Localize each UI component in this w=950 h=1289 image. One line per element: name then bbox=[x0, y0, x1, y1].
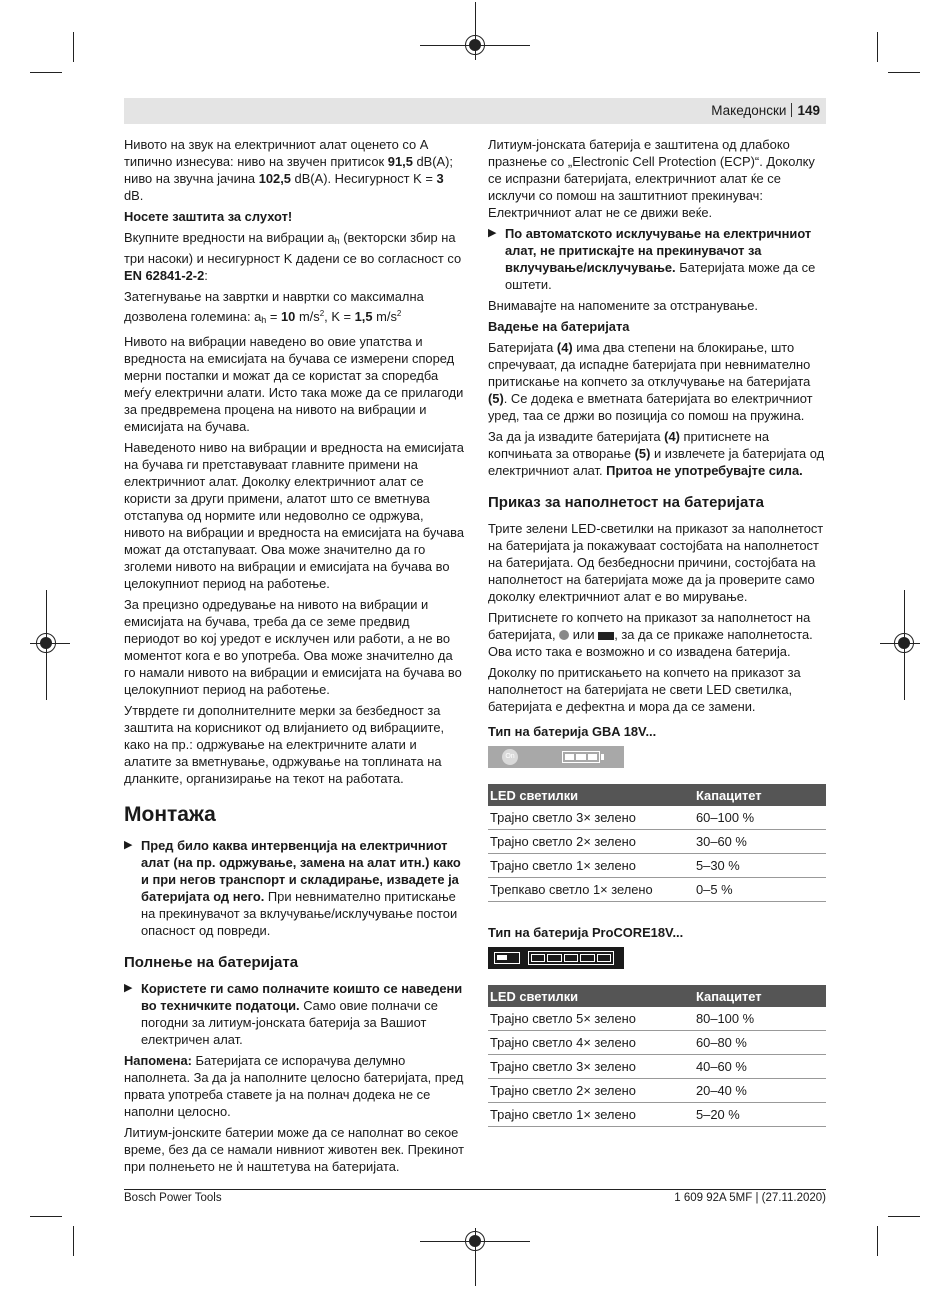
header-language: Македонски bbox=[711, 103, 787, 118]
disposal-note: Внимавајте на напомените за отстранување. bbox=[488, 298, 759, 313]
battery-type-gba-label: Тип на батерија GBA 18V... bbox=[488, 724, 657, 739]
table-row: Трајно светло 2× зелено 20–40 % bbox=[488, 1079, 826, 1103]
battery-button-icon bbox=[494, 952, 520, 964]
on-button-icon: On bbox=[502, 749, 518, 765]
battery-type-procore-label: Тип на батерија ProCORE18V... bbox=[488, 925, 684, 940]
vibration-values-paragraph: Вкупните вредности на вибрации ah (векторски збир на три насоки) и несигурност K дадени се во согласност со EN 62841-2-2: bbox=[124, 230, 462, 283]
table-header-row: LED светилки Капацитет bbox=[488, 985, 826, 1007]
led-indicator-paragraph: Трите зелени LED-светилки на приказот за наполнетост на батеријата ја покажуваат состојбата на наполнетост на батеријата. Од безбедносни причини, состојбата на наполнетост на батеријата може да ја проверите само доколку електричниот алат е во мирување. bbox=[488, 521, 824, 604]
crop-mark bbox=[73, 32, 74, 62]
table-row: Трајно светло 1× зелено 5–20 % bbox=[488, 1103, 826, 1127]
page-number: 149 bbox=[797, 103, 820, 118]
safety-measures-paragraph: Утврдете ги дополнителните мерки за безбедност за заштита на корисникот од влијанието од вибрациите, како на пр.: одржување на електричните алати и алатите за вметнување, одржување на топлината на дланките, организирање на текот на работата. bbox=[124, 703, 445, 786]
table-row: Трајно светло 2× зелено 30–60 % bbox=[488, 830, 826, 854]
battery-cells-icon bbox=[562, 751, 600, 763]
crop-mark bbox=[73, 1226, 74, 1256]
battery-removal-heading: Вадење на батеријата bbox=[488, 319, 630, 334]
footer-brand: Bosch Power Tools bbox=[124, 1192, 222, 1204]
procore-capacity-table bbox=[488, 985, 826, 1127]
bullet-arrow-icon: ▶ bbox=[124, 982, 133, 994]
page-header bbox=[711, 103, 820, 118]
table-row: Трајно светло 5× зелено 80–100 % bbox=[488, 1007, 826, 1031]
hearing-protection-heading: Носете заштита за слухот! bbox=[124, 209, 293, 224]
footer-doc-number: 1 609 92A 5MF | (27.11.2020) bbox=[674, 1192, 826, 1204]
left-column bbox=[124, 136, 466, 1179]
ecp-paragraph: Литиум-јонската батерија е заштитена од длабоко празнење со „Electronic Cell Protection (ECP)“. Доколку се испразни батеријата, електричниот алат ќе се исклучи со помош на заштитниот прекинувач: Електричниот алат не се движи веќе. bbox=[488, 137, 815, 220]
charger-warning-bullet: ▶ Користете ги само полначите коишто се наведени во техничките податоци. Само овие полначи се погодни за литиум-јонската батерија за Вашиот електричен алат. bbox=[124, 981, 463, 1047]
crop-mark bbox=[30, 1216, 62, 1217]
footer-rule bbox=[124, 1189, 826, 1190]
header-separator bbox=[791, 103, 792, 117]
registration-target-icon bbox=[36, 633, 56, 653]
right-column bbox=[488, 136, 828, 1127]
gba-battery-indicator-image bbox=[488, 746, 624, 768]
vibration-precision-paragraph: За прецизно одредување на нивото на вибрации и емисијата на бучава, треба да се земе предвид периодот во кој уредот е исклучен или работи, а не во моментот кога е во употреба. Ова може значително да го намали нивото на вибрации и емисијата на бучава во целокупниот период на работење. bbox=[124, 597, 462, 697]
gba-capacity-table bbox=[488, 784, 826, 902]
battery-terminal-icon bbox=[601, 754, 604, 760]
assembly-warning-bullet: ▶ Пред било каква интервенција на електричниот алат (на пр. одржување, замена на алат итн.) како и при негов транспорт и складирање, извадете ја батеријата од него. При невнимателно притискање на прекинувачот за вклучување/исклучување постои опасност од повреди. bbox=[124, 838, 461, 938]
defective-battery-paragraph: Доколку по притискањето на копчето на приказот за наполнетост на батеријата не свети LED светилка, батеријата е дефектна и мора да се замени. bbox=[488, 665, 801, 714]
charging-note: Напомена: Батеријата се испорачува делумно наполнета. За да ја наполните целосно батеријата, пред првата употреба ставете ја на полнач додека не се наполни целосно. bbox=[124, 1053, 464, 1119]
table-header-row: LED светилки Капацитет bbox=[488, 784, 826, 806]
table-row: Трајно светло 1× зелено 5–30 % bbox=[488, 854, 826, 878]
crop-mark bbox=[888, 72, 920, 73]
tightening-values-paragraph: Затегнување на завртки и навртки со максимална дозволена големина: ah = 10 $m/s^2$, K = 1,5 $m/s^2$ bbox=[124, 289, 424, 325]
battery-cells-icon bbox=[528, 951, 614, 965]
charging-heading: Полнење на батеријата bbox=[124, 954, 299, 971]
auto-shutoff-bullet: ▶ По автоматското исклучување на електричниот алат, не притискајте на прекинувачот за вклучување/исклучување. Батеријата може да се оштети. bbox=[488, 226, 816, 292]
on-button-icon bbox=[559, 630, 569, 640]
table-row: Трајно светло 4× зелено 60–80 % bbox=[488, 1031, 826, 1055]
table-row: Трајно светло 3× зелено 40–60 % bbox=[488, 1055, 826, 1079]
li-ion-paragraph: Литиум-јонските батерии може да се наполнат во секое време, без да се намали нивниот животен век. Прекинот при полнењето не ѝ наштетува на батеријата. bbox=[124, 1125, 465, 1174]
table-row: Трепкаво светло 1× зелено 0–5 % bbox=[488, 878, 826, 902]
registration-target-icon bbox=[465, 1231, 485, 1251]
table-row: Трајно светло 3× зелено 60–100 % bbox=[488, 806, 826, 830]
vibration-application-paragraph: Наведеното ниво на вибрации и вредноста на емисијата на бучава ги претставуваат главните примени на електричниот алат. Доколку електричниот алат се користи за други примени, алатот што се вметнува отстапува од нормите или недоволно се одржува, нивото на вибрации и вредноста на емисијата на бучава можат да отстапуваат. Ова може значително да го зголеми нивото на вибрации и емисијата на бучава во целокупниот период на работење. bbox=[124, 440, 465, 591]
crop-mark bbox=[877, 32, 878, 62]
battery-remove-paragraph: За да ја извадите батеријата (4) притиснете на копчињата за отворање (5) и извлечете ја батеријата од електричниот алат. Притоа не употребувајте сила. bbox=[488, 429, 825, 478]
procore-battery-indicator-image bbox=[488, 947, 624, 969]
vibration-measurement-paragraph: Нивото на вибрации наведено во овие упатства и вредноста на емисијата на бучава се измерени според мерни постапки и можат да се користат за споредба меѓу електрични алати. Исто така може да се прилагоди за предвремена процена на нивото на вибрации и емисијата на бучава. bbox=[124, 334, 464, 434]
press-button-paragraph: Притиснете го копчето на приказот за наполнетост на батеријата, или , за да се прикаже наполнетоста. Ова исто така е возможно и со извадена батерија. bbox=[488, 610, 813, 659]
battery-lock-paragraph: Батеријата (4) има два степени на блокирање, што спречуваат, да испадне батеријата при невнимателно притискање на копчето за отклучување на батеријата (5). Се додека е вметната батеријата во електричниот уред, таа се држи во позиција со помош на пружина. bbox=[488, 340, 813, 423]
crop-mark bbox=[877, 1226, 878, 1256]
registration-target-icon bbox=[465, 35, 485, 55]
charge-indicator-heading: Приказ за наполнетост на батеријата bbox=[488, 494, 764, 511]
sound-level-paragraph: Нивото на звук на електричниот алат оценето со A типично изнесува: ниво на звучен притисок 91,5 dB(A); ниво на звучна јачина 102,5 dB(A). Несигурност K = 3 dB. bbox=[124, 137, 453, 203]
assembly-heading: Монтажа bbox=[124, 803, 216, 826]
registration-target-icon bbox=[894, 633, 914, 653]
battery-button-icon bbox=[598, 632, 614, 640]
bullet-arrow-icon: ▶ bbox=[124, 839, 133, 851]
crop-mark bbox=[30, 72, 62, 73]
crop-mark bbox=[888, 1216, 920, 1217]
bullet-arrow-icon: ▶ bbox=[488, 227, 497, 239]
